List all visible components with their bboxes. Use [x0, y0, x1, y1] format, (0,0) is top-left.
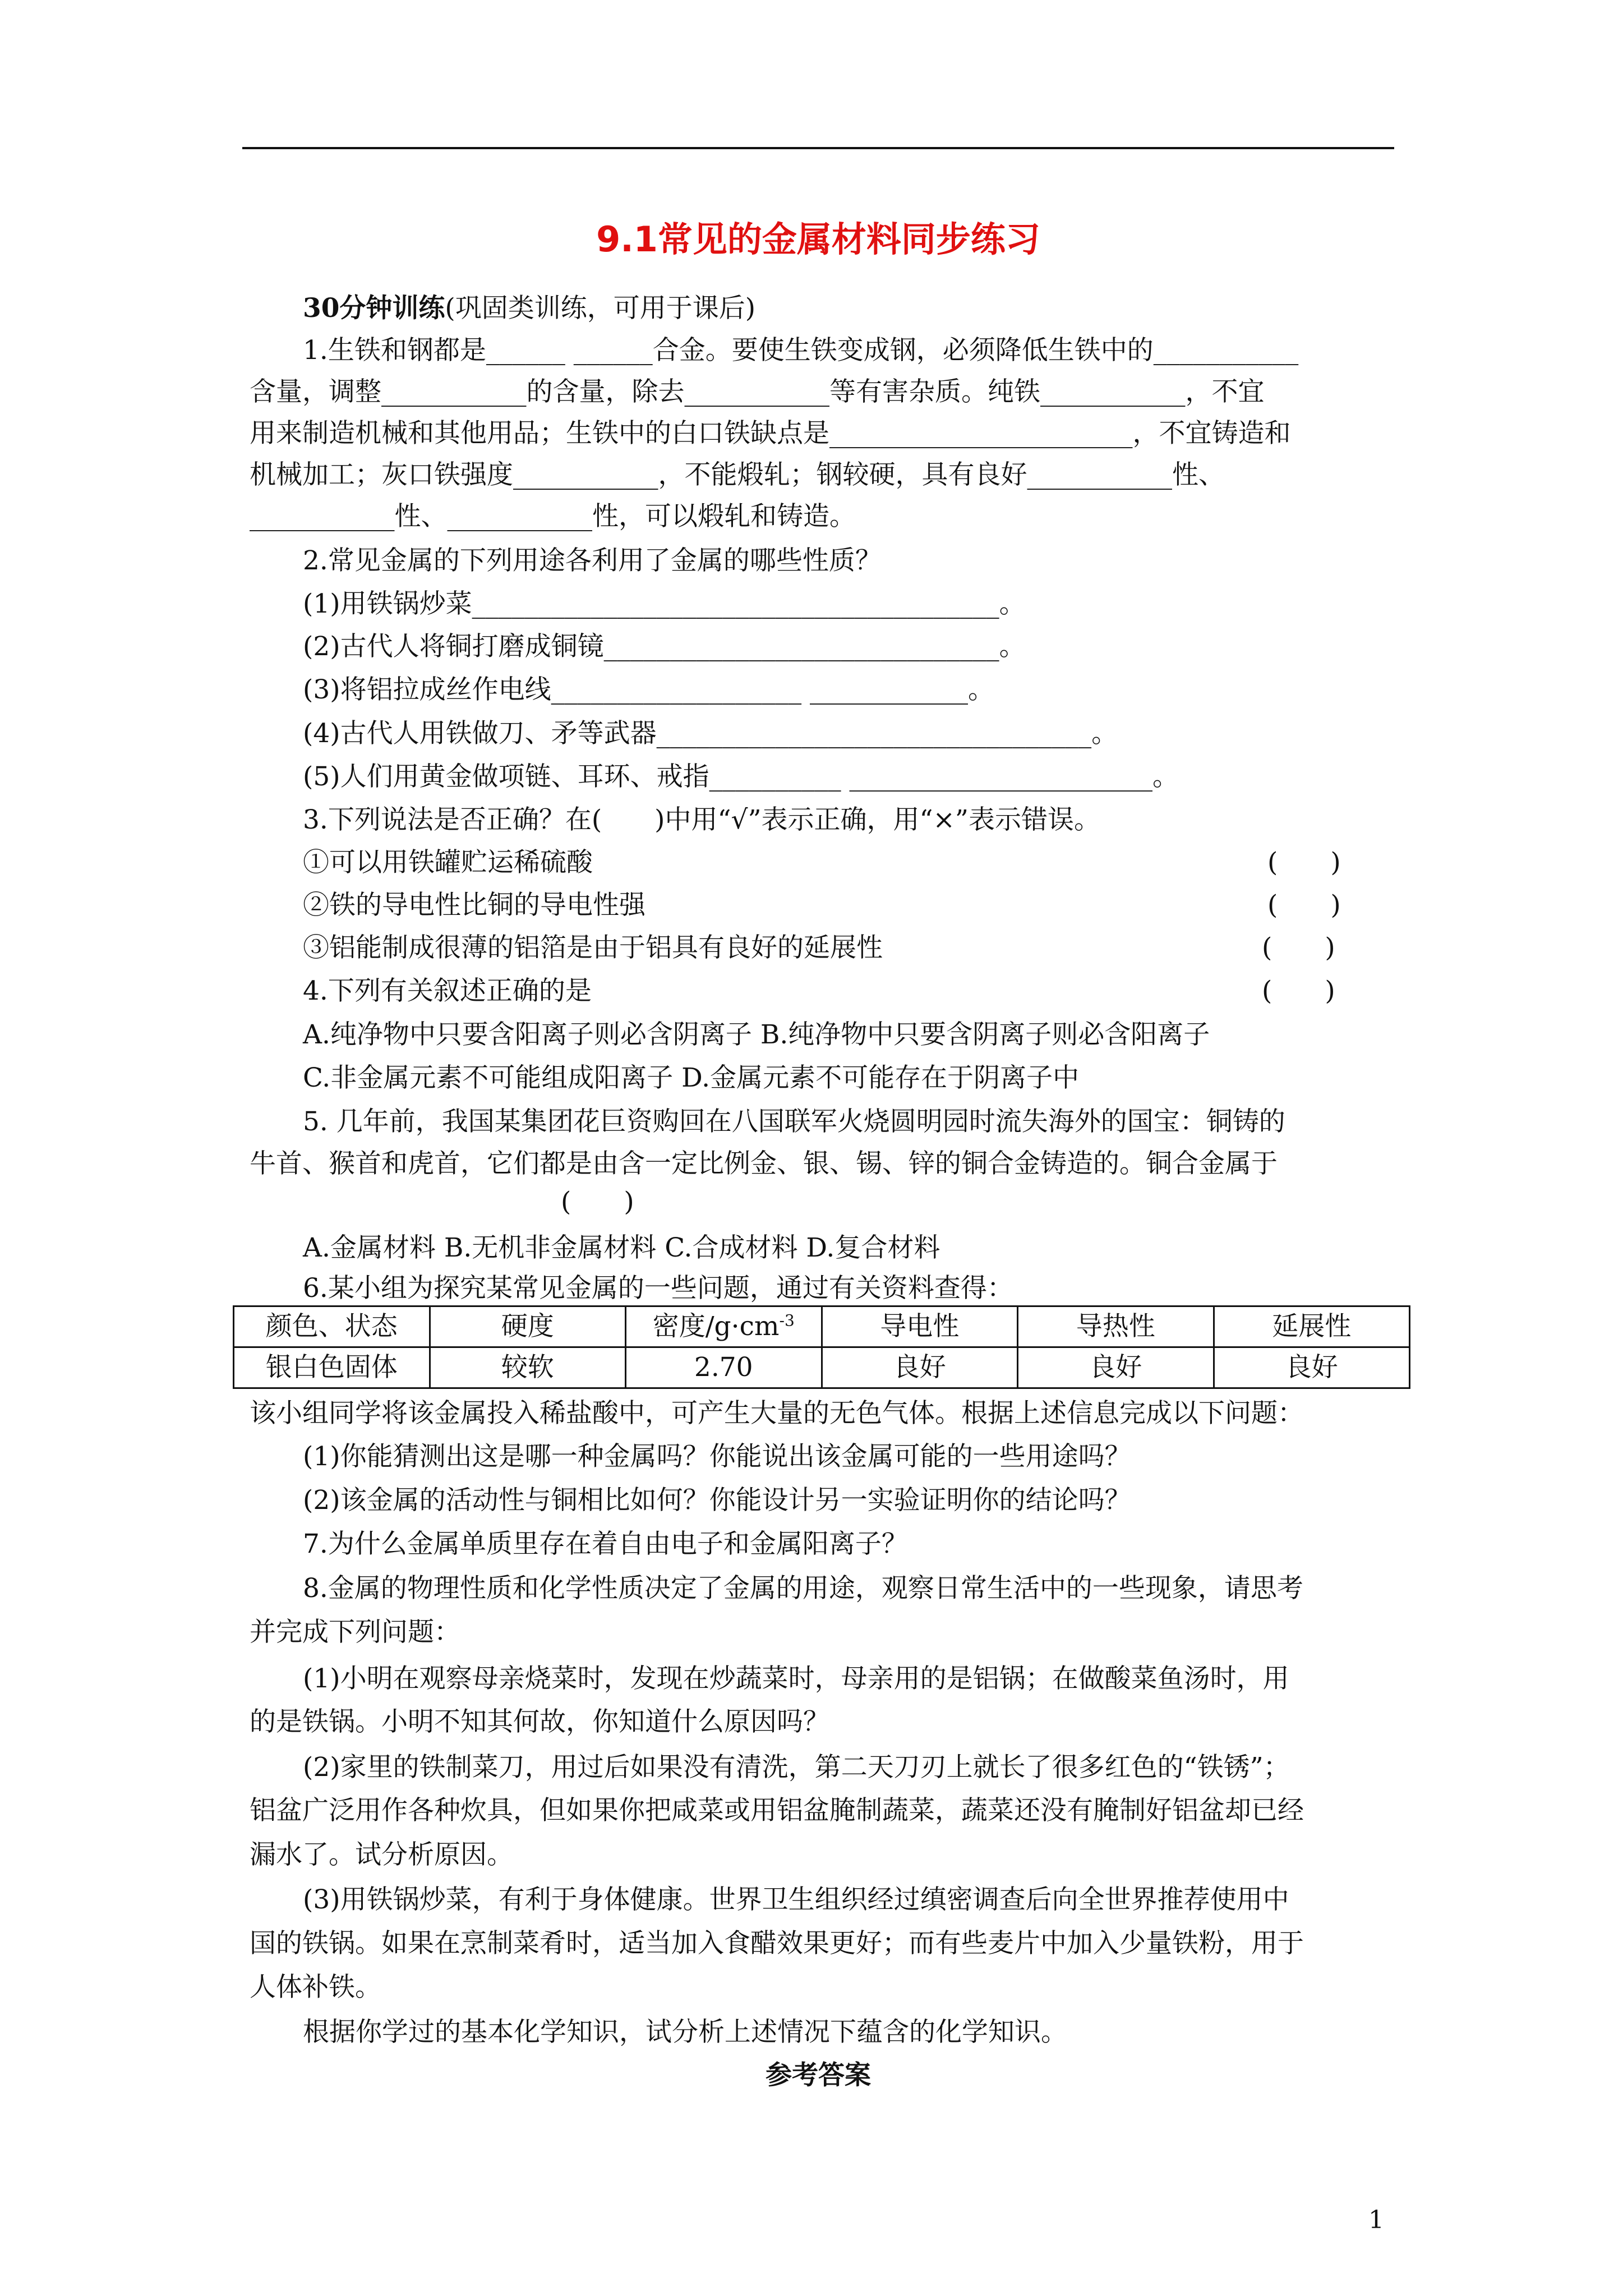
section-subtitle	[303, 289, 755, 328]
q8-item-2-line-3: 漏水了。试分析原因。	[250, 1839, 513, 1870]
q8-conclusion: 根据你学过的基本化学知识，试分析上述情况下蕴含的化学知识。	[303, 2017, 1067, 2047]
table-header-cell	[626, 1306, 822, 1347]
q6-context: 该小组同学将该金属投入稀盐酸中，可产生大量的无色气体。根据上述信息完成以下问题：	[250, 1398, 1304, 1429]
q8-item-2-line-2: 铝盆广泛用作各种炊具，但如果你把咸菜或用铝盆腌制蔬菜，蔬菜还没有腌制好铝盆却已经	[250, 1795, 1304, 1826]
q8-item-3-line-2: 国的铁锅。如果在烹制菜肴时，适当加入食醋效果更好；而有些麦片中加入少量铁粉，用于	[250, 1928, 1304, 1959]
q3-stem: 3.下列说法是否正确？在( )中用“√”表示正确，用“×”表示错误。	[303, 804, 1100, 835]
table-header-row	[234, 1306, 1410, 1347]
q8-item-2-line-1: (2)家里的铁制菜刀，用过后如果没有清洗，第二天刀刃上就长了很多红色的“铁锈”；	[303, 1752, 1290, 1783]
q5-line-1: 5. 几年前，我国某集团花巨资购回在八国联军火烧圆明园时流失海外的国宝：铜铸的	[303, 1106, 1285, 1137]
q5-options: A.金属材料 B.无机非金属材料 C.合成材料 D.复合材料	[303, 1232, 940, 1263]
table-cell: 良好	[822, 1347, 1018, 1388]
table-header-cell: 延展性	[1214, 1306, 1410, 1347]
table-cell: 2.70	[626, 1347, 822, 1388]
q2-stem: 2.常见金属的下列用途各利用了金属的哪些性质？	[303, 545, 882, 576]
table-cell: 良好	[1214, 1347, 1410, 1388]
q2-item-2: (2)古代人将铜打磨成铜镜______________________________。	[303, 631, 1026, 662]
q1-line-2: 含量，调整___________的含量，除去___________等有害杂质。纯铁___________，不宜	[250, 376, 1265, 407]
table-header-cell: 导电性	[822, 1306, 1018, 1347]
q3-item-3-answer-box: ( )	[1262, 932, 1335, 963]
table-header-cell: 硬度	[430, 1306, 626, 1347]
q5-answer-box: ( )	[561, 1186, 634, 1217]
q2-item-3: (3)将铝拉成丝作电线___________________ ____________。	[303, 674, 995, 705]
q3-item-1: ①可以用铁罐贮运稀硫酸	[303, 847, 593, 878]
page-title: 9.1常见的金属材料同步练习	[596, 219, 1040, 260]
q8-item-3-line-1: (3)用铁锅炒菜，有利于身体健康。世界卫生组织经过缜密调查后向全世界推荐使用中	[303, 1884, 1289, 1915]
q1-line-5: ___________性、___________性，可以煅轧和铸造。	[250, 501, 856, 532]
metal-properties-table	[233, 1305, 1410, 1389]
q1-line-1: 1.生铁和钢都是______ ______合金。要使生铁变成钢，必须降低生铁中的___________	[303, 335, 1299, 366]
q4-stem: 4.下列有关叙述正确的是	[303, 976, 592, 1006]
density-exponent: -3	[779, 1311, 795, 1330]
q6-stem: 6.某小组为探究某常见金属的一些问题，通过有关资料查得：	[303, 1273, 1013, 1304]
q3-item-3: ③铝能制成很薄的铝箔是由于铝具有良好的延展性	[303, 932, 883, 963]
table-cell: 较软	[430, 1347, 626, 1388]
q8-item-1-line-2: 的是铁锅。小明不知其何故，你知道什么原因吗？	[250, 1706, 829, 1737]
q3-item-1-answer-box: ( )	[1267, 847, 1341, 878]
page-number: 1	[1368, 2206, 1384, 2234]
subtitle-rest: (巩固类训练，可用于课后)	[445, 293, 756, 324]
table-header-cell: 颜色、状态	[234, 1306, 430, 1347]
q2-item-5: (5)人们用黄金做项链、耳环、戒指__________ _______________________。	[303, 761, 1179, 792]
table-cell: 银白色固体	[234, 1347, 430, 1388]
q2-item-4: (4)古代人用铁做刀、矛等武器_________________________________。	[303, 718, 1118, 749]
subtitle-bold: 30分钟训练	[303, 293, 445, 324]
q5-line-2: 牛首、猴首和虎首，它们都是由含一定比例金、银、锡、锌的铜合金铸造的。铜合金属于	[250, 1148, 1278, 1179]
q8-item-1-line-1: (1)小明在观察母亲烧菜时，发现在炒蔬菜时，母亲用的是铝锅；在做酸菜鱼汤时，用	[303, 1663, 1289, 1694]
q6-item-1: (1)你能猜测出这是哪一种金属吗？你能说出该金属可能的一些用途吗？	[303, 1441, 1131, 1472]
q4-options-ab: A.纯净物中只要含阳离子则必含阴离子 B.纯净物中只要含阴离子则必含阳离子	[303, 1019, 1210, 1050]
table-header-cell: 导热性	[1018, 1306, 1214, 1347]
density-label: 密度/g·cm	[652, 1311, 780, 1342]
q4-answer-box: ( )	[1262, 976, 1335, 1006]
header-rule	[242, 147, 1394, 149]
q7-stem: 7.为什么金属单质里存在着自由电子和金属阳离子？	[303, 1529, 908, 1559]
q6-item-2: (2)该金属的活动性与铜相比如何？你能设计另一实验证明你的结论吗？	[303, 1485, 1131, 1516]
q2-item-1: (1)用铁锅炒菜________________________________________。	[303, 588, 1026, 619]
q3-item-2: ②铁的导电性比铜的导电性强	[303, 890, 645, 921]
q8-stem-2: 并完成下列问题：	[250, 1617, 460, 1648]
q4-options-cd: C.非金属元素不可能组成阳离子 D.金属元素不可能存在于阴离子中	[303, 1062, 1080, 1093]
q1-line-4: 机械加工；灰口铁强度___________，不能煅轧；钢较硬，具有良好___________性、	[250, 459, 1225, 490]
table-row	[234, 1347, 1410, 1388]
q8-stem-1: 8.金属的物理性质和化学性质决定了金属的用途，观察日常生活中的一些现象，请思考	[303, 1573, 1303, 1604]
q3-item-2-answer-box: ( )	[1267, 890, 1341, 921]
q1-line-3: 用来制造机械和其他用品；生铁中的白口铁缺点是_______________________，不宜铸造和	[250, 418, 1291, 449]
q8-item-3-line-3: 人体补铁。	[250, 1972, 381, 2003]
answer-heading: 参考答案	[766, 2060, 871, 2091]
table-cell: 良好	[1018, 1347, 1214, 1388]
